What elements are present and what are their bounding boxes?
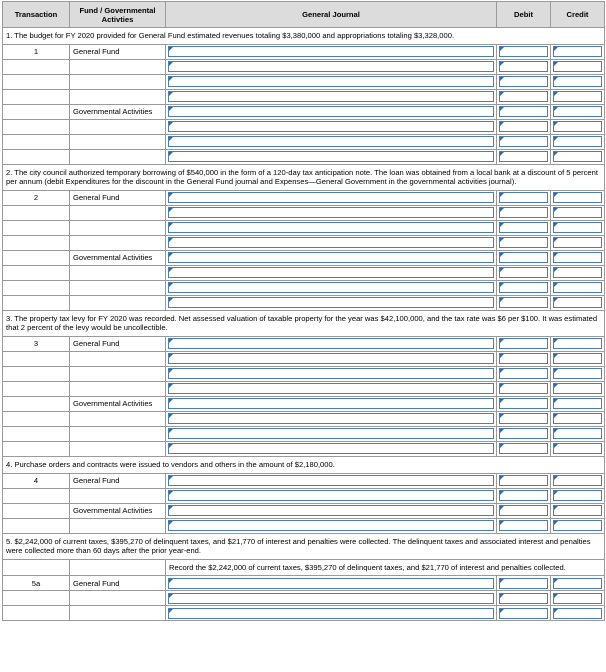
account-select[interactable]	[168, 505, 494, 516]
debit-input[interactable]	[499, 578, 548, 589]
journal-row	[3, 220, 605, 235]
journal-row	[3, 59, 605, 74]
debit-input[interactable]	[499, 46, 548, 57]
credit-input[interactable]	[553, 297, 602, 308]
activities-label: Governmental Activities	[70, 503, 166, 518]
account-select[interactable]	[168, 192, 494, 203]
credit-input[interactable]	[553, 252, 602, 263]
credit-input[interactable]	[553, 192, 602, 203]
credit-input[interactable]	[553, 237, 602, 248]
journal-row	[3, 366, 605, 381]
credit-input[interactable]	[553, 475, 602, 486]
transaction-4-description: 4. Purchase orders and contracts were issued to vendors and others in the amount of $2,180,000.	[3, 456, 605, 473]
journal-row	[3, 591, 605, 606]
fund-label: General Fund	[70, 473, 166, 488]
transaction-4-description-row	[3, 456, 605, 473]
account-select[interactable]	[168, 61, 494, 72]
journal-row	[3, 381, 605, 396]
account-select[interactable]	[168, 368, 494, 379]
account-select[interactable]	[168, 383, 494, 394]
account-select[interactable]	[168, 353, 494, 364]
journal-row	[3, 411, 605, 426]
transaction-3-description: 3. The property tax levy for FY 2020 was recorded. Net assessed valuation of taxable property for the year was $42,100,000, and the tax rate was $6 per $100. It was estimated that 2 percent of the levy would be uncollectible.	[3, 310, 605, 336]
debit-input[interactable]	[499, 428, 548, 439]
journal-row	[3, 235, 605, 250]
fund-label: General Fund	[70, 336, 166, 351]
credit-input[interactable]	[553, 578, 602, 589]
debit-input[interactable]	[499, 267, 548, 278]
journal-row	[3, 503, 605, 518]
credit-input[interactable]	[553, 121, 602, 132]
activities-label: Governmental Activities	[70, 104, 166, 119]
general-journal-table	[2, 1, 605, 621]
account-select[interactable]	[168, 267, 494, 278]
debit-input[interactable]	[499, 520, 548, 531]
transaction-5-description-row	[3, 533, 605, 559]
header-debit: Debit	[497, 2, 551, 28]
debit-input[interactable]	[499, 297, 548, 308]
transaction-2-description-row	[3, 164, 605, 190]
transaction-5-note-row	[3, 559, 605, 576]
debit-input[interactable]	[499, 76, 548, 87]
debit-input[interactable]	[499, 383, 548, 394]
credit-input[interactable]	[553, 91, 602, 102]
journal-row	[3, 190, 605, 205]
transaction-number: 4	[3, 473, 70, 488]
account-select[interactable]	[168, 222, 494, 233]
transaction-number: 2	[3, 190, 70, 205]
debit-input[interactable]	[499, 475, 548, 486]
account-select[interactable]	[168, 428, 494, 439]
journal-row	[3, 74, 605, 89]
credit-input[interactable]	[553, 608, 602, 619]
debit-input[interactable]	[499, 136, 548, 147]
account-select[interactable]	[168, 136, 494, 147]
credit-input[interactable]	[553, 413, 602, 424]
header-credit: Credit	[551, 2, 605, 28]
credit-input[interactable]	[553, 282, 602, 293]
activities-label: Governmental Activities	[70, 396, 166, 411]
debit-input[interactable]	[499, 192, 548, 203]
credit-input[interactable]	[553, 76, 602, 87]
account-select[interactable]	[168, 608, 494, 619]
account-select[interactable]	[168, 151, 494, 162]
journal-row	[3, 295, 605, 310]
account-select[interactable]	[168, 413, 494, 424]
debit-input[interactable]	[499, 252, 548, 263]
debit-input[interactable]	[499, 207, 548, 218]
credit-input[interactable]	[553, 151, 602, 162]
account-select[interactable]	[168, 593, 494, 604]
debit-input[interactable]	[499, 222, 548, 233]
credit-input[interactable]	[553, 368, 602, 379]
transaction-3-description-row	[3, 310, 605, 336]
credit-input[interactable]	[553, 338, 602, 349]
debit-input[interactable]	[499, 505, 548, 516]
journal-row	[3, 351, 605, 366]
debit-input[interactable]	[499, 282, 548, 293]
header-general-journal: General Journal	[166, 2, 497, 28]
journal-row	[3, 149, 605, 164]
debit-input[interactable]	[499, 237, 548, 248]
debit-input[interactable]	[499, 490, 548, 501]
transaction-5-note: Record the $2,242,000 of current taxes, $395,270 of delinquent taxes, and $21,770 of interest and penalties collected.	[166, 559, 605, 576]
credit-input[interactable]	[553, 593, 602, 604]
journal-row	[3, 134, 605, 149]
debit-input[interactable]	[499, 413, 548, 424]
fund-label: General Fund	[70, 190, 166, 205]
journal-row	[3, 119, 605, 134]
account-select[interactable]	[168, 91, 494, 102]
account-select[interactable]	[168, 207, 494, 218]
journal-row	[3, 265, 605, 280]
credit-input[interactable]	[553, 267, 602, 278]
account-select[interactable]	[168, 106, 494, 117]
journal-row	[3, 44, 605, 59]
credit-input[interactable]	[553, 490, 602, 501]
account-select[interactable]	[168, 46, 494, 57]
account-select[interactable]	[168, 282, 494, 293]
journal-row	[3, 473, 605, 488]
credit-input[interactable]	[553, 520, 602, 531]
transaction-1-description-row	[3, 28, 605, 45]
credit-input[interactable]	[553, 207, 602, 218]
fund-label: General Fund	[70, 44, 166, 59]
debit-input[interactable]	[499, 398, 548, 409]
transaction-number: 5a	[3, 576, 70, 591]
credit-input[interactable]	[553, 383, 602, 394]
account-select[interactable]	[168, 398, 494, 409]
account-select[interactable]	[168, 121, 494, 132]
transaction-number: 3	[3, 336, 70, 351]
account-select[interactable]	[168, 76, 494, 87]
account-select[interactable]	[168, 475, 494, 486]
debit-input[interactable]	[499, 61, 548, 72]
credit-input[interactable]	[553, 222, 602, 233]
debit-input[interactable]	[499, 353, 548, 364]
debit-input[interactable]	[499, 121, 548, 132]
account-select[interactable]	[168, 252, 494, 263]
account-select[interactable]	[168, 338, 494, 349]
journal-row	[3, 426, 605, 441]
credit-input[interactable]	[553, 398, 602, 409]
account-select[interactable]	[168, 490, 494, 501]
header-fund: Fund / Governmental Activties	[70, 2, 166, 28]
debit-input[interactable]	[499, 608, 548, 619]
debit-input[interactable]	[499, 338, 548, 349]
journal-row	[3, 104, 605, 119]
credit-input[interactable]	[553, 443, 602, 454]
account-select[interactable]	[168, 520, 494, 531]
transaction-1-description: 1. The budget for FY 2020 provided for General Fund estimated revenues totaling $3,380,000 and appropriations totaling $3,328,000.	[3, 28, 605, 45]
debit-input[interactable]	[499, 91, 548, 102]
account-select[interactable]	[168, 578, 494, 589]
journal-row	[3, 488, 605, 503]
credit-input[interactable]	[553, 353, 602, 364]
fund-label: General Fund	[70, 576, 166, 591]
journal-row	[3, 576, 605, 591]
journal-row	[3, 606, 605, 621]
account-select[interactable]	[168, 237, 494, 248]
account-select[interactable]	[168, 443, 494, 454]
journal-row	[3, 250, 605, 265]
transaction-5-description: 5. $2,242,000 of current taxes, $395,270 of delinquent taxes, and $21,770 of interest and penalties were collected. The delinquent taxes and associated interest and penalties were collected more than 60 days after the prior year-end.	[3, 533, 605, 559]
header-transaction: Transaction	[3, 2, 70, 28]
transaction-number: 1	[3, 44, 70, 59]
credit-input[interactable]	[553, 505, 602, 516]
journal-row	[3, 396, 605, 411]
journal-row	[3, 441, 605, 456]
credit-input[interactable]	[553, 428, 602, 439]
header-row	[3, 2, 605, 28]
credit-input[interactable]	[553, 136, 602, 147]
debit-input[interactable]	[499, 368, 548, 379]
credit-input[interactable]	[553, 106, 602, 117]
debit-input[interactable]	[499, 593, 548, 604]
debit-input[interactable]	[499, 443, 548, 454]
journal-row	[3, 518, 605, 533]
journal-row	[3, 280, 605, 295]
journal-row	[3, 336, 605, 351]
credit-input[interactable]	[553, 61, 602, 72]
credit-input[interactable]	[553, 46, 602, 57]
journal-row	[3, 205, 605, 220]
debit-input[interactable]	[499, 106, 548, 117]
account-select[interactable]	[168, 297, 494, 308]
journal-row	[3, 89, 605, 104]
debit-input[interactable]	[499, 151, 548, 162]
transaction-2-description: 2. The city council authorized temporary borrowing of $540,000 in the form of a 120-day tax anticipation note. The loan was obtained from a local bank at a discount of 5 percent per annum (debit Expenditures for the discount in the General Fund journal and Expenses—General Government in the governmental activities journal).	[3, 164, 605, 190]
activities-label: Governmental Activities	[70, 250, 166, 265]
